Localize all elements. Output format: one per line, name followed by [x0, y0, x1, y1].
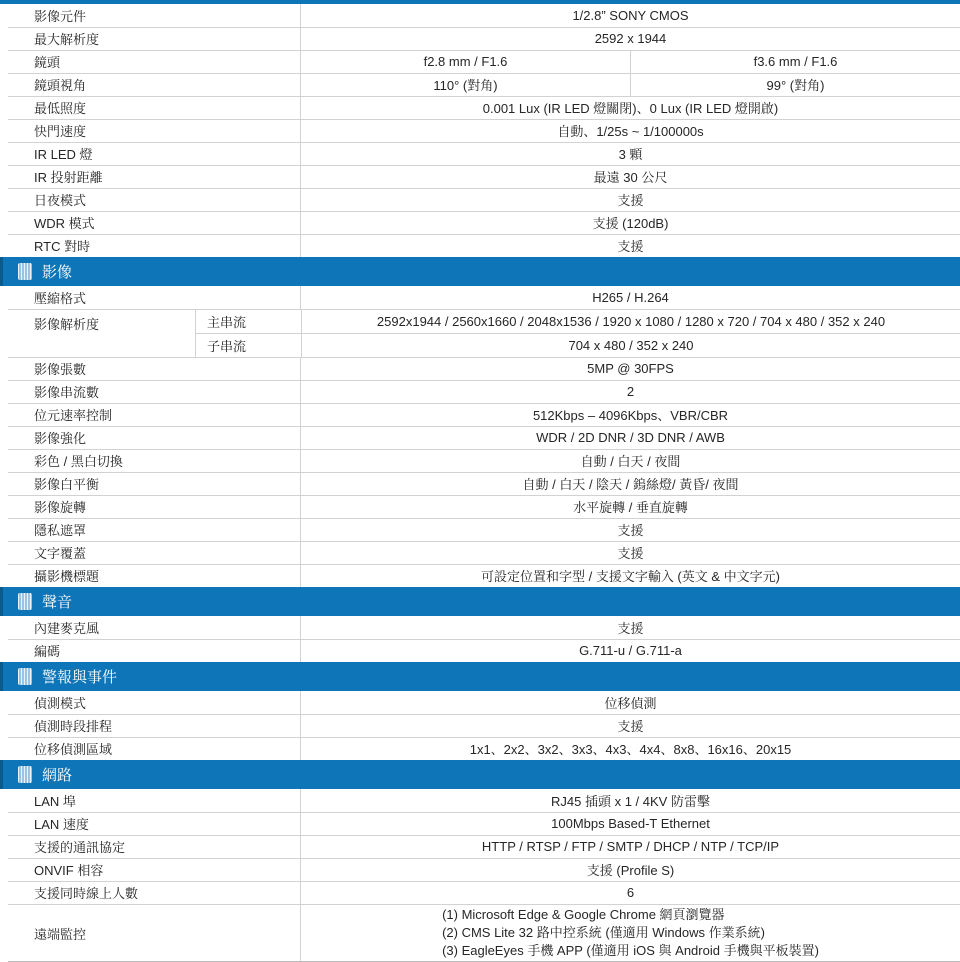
spec-value: 704 x 480 / 352 x 240: [301, 333, 960, 357]
spec-row: [0, 518, 960, 541]
spec-row: [0, 27, 960, 50]
spec-value-line: (1) Microsoft Edge & Google Chrome 網頁瀏覽器: [442, 907, 725, 922]
section-bullet-icon: [18, 766, 32, 783]
section-bullet-icon: [18, 593, 32, 610]
spec-label: 支援同時線上人數: [34, 886, 139, 901]
spec-label: LAN 速度: [34, 817, 89, 832]
spec-label: 影像旋轉: [34, 500, 87, 515]
spec-value: 1/2.8” SONY CMOS: [300, 4, 960, 27]
spec-value: WDR / 2D DNR / 3D DNR / AWB: [300, 426, 960, 449]
spec-value-pair: [300, 50, 960, 73]
spec-row: [0, 858, 960, 881]
spec-label: 位元速率控制: [34, 408, 113, 423]
spec-value: 2592x1944 / 2560x1660 / 2048x1536 / 1920 x 1080 / 1280 x 720 / 704 x 480 / 352 x 240: [301, 309, 960, 333]
spec-row: [0, 449, 960, 472]
spec-value-left: 110° (對角): [300, 73, 630, 96]
spec-row: [0, 4, 960, 27]
section-header: [0, 257, 960, 286]
spec-row: [0, 234, 960, 257]
spec-value: 5MP @ 30FPS: [300, 357, 960, 380]
spec-row: [0, 286, 960, 309]
spec-row: [0, 96, 960, 119]
spec-row: [0, 142, 960, 165]
spec-value: 自動、1/25s ~ 1/100000s: [300, 119, 960, 142]
spec-value: G.711-u / G.711-a: [300, 639, 960, 662]
section-header: [0, 587, 960, 616]
spec-label: 支援的通訊協定: [34, 840, 126, 855]
spec-label: 編碼: [34, 644, 61, 659]
spec-value: 100Mbps Based-T Ethernet: [300, 812, 960, 835]
spec-row: [0, 714, 960, 737]
spec-label: 影像強化: [34, 431, 87, 446]
spec-value: 支援 (120dB): [300, 211, 960, 234]
spec-row: [0, 211, 960, 234]
spec-value: 自動 / 白天 / 陰天 / 鎢絲燈/ 黃昏/ 夜間: [300, 472, 960, 495]
spec-label: IR 投射距離: [34, 170, 103, 185]
spec-value: 最遠 30 公尺: [300, 165, 960, 188]
spec-value: [300, 904, 960, 962]
stream-type-label: 子串流: [207, 338, 247, 354]
spec-row: [0, 564, 960, 587]
spec-row: [0, 835, 960, 858]
spec-label: 內建麥克風: [34, 621, 100, 636]
section-bullet-icon: [18, 668, 32, 685]
spec-label: LAN 埠: [34, 794, 76, 809]
spec-label: 影像白平衡: [34, 477, 100, 492]
spec-label: 影像張數: [34, 362, 87, 377]
spec-value-line: (3) EagleEyes 手機 APP (僅適用 iOS 與 Android 手機與平板裝置): [442, 943, 819, 958]
spec-value: 支援 (Profile S): [300, 858, 960, 881]
spec-value: 支援: [300, 234, 960, 257]
spec-row: [0, 737, 960, 760]
spec-value: 0.001 Lux (IR LED 燈關閉)、0 Lux (IR LED 燈開啟): [300, 96, 960, 119]
section-header: [0, 760, 960, 789]
spec-value-left: f2.8 mm / F1.6: [300, 50, 630, 73]
spec-value: 512Kbps – 4096Kbps、VBR/CBR: [300, 403, 960, 426]
spec-value: 位移偵測: [300, 691, 960, 714]
spec-label: 日夜模式: [34, 193, 87, 208]
spec-label: 攝影機標題: [34, 569, 100, 584]
spec-value: H265 / H.264: [300, 286, 960, 309]
section-bullet-icon: [18, 263, 32, 280]
spec-row: [0, 495, 960, 518]
stream-subrow: [196, 333, 960, 357]
spec-value: HTTP / RTSP / FTP / SMTP / DHCP / NTP / TCP/IP: [300, 835, 960, 858]
spec-value: 支援: [300, 714, 960, 737]
spec-label: 影像元件: [34, 9, 87, 24]
section-title: 警報與事件: [42, 669, 118, 686]
spec-row: [0, 881, 960, 904]
spec-label: WDR 模式: [34, 216, 95, 231]
spec-value: 2592 x 1944: [300, 27, 960, 50]
spec-row: [0, 426, 960, 449]
spec-row: [0, 616, 960, 639]
spec-row: [0, 541, 960, 564]
spec-label: 壓縮格式: [34, 291, 87, 306]
stream-subrow: [196, 309, 960, 333]
section-title: 網路: [42, 767, 73, 784]
spec-label: 最大解析度: [34, 32, 100, 47]
spec-value: 2: [300, 380, 960, 403]
spec-label: 快門速度: [34, 124, 87, 139]
section-title: 影像: [42, 264, 73, 281]
spec-value: 支援: [300, 188, 960, 211]
spec-value-right: f3.6 mm / F1.6: [630, 50, 960, 73]
spec-row: [0, 904, 960, 962]
spec-row: [0, 119, 960, 142]
spec-value-pair: [300, 73, 960, 96]
stream-type-label: 主串流: [207, 314, 247, 330]
spec-label: IR LED 燈: [34, 147, 93, 162]
spec-row: [0, 403, 960, 426]
spec-value: 水平旋轉 / 垂直旋轉: [300, 495, 960, 518]
spec-table: [0, 4, 960, 962]
spec-label: 鏡頭視角: [34, 78, 87, 93]
spec-label: 彩色 / 黑白切換: [34, 454, 123, 469]
spec-row: [0, 691, 960, 714]
spec-row: [0, 165, 960, 188]
spec-label: ONVIF 相容: [34, 863, 104, 878]
spec-label: RTC 對時: [34, 239, 91, 254]
section-title: 聲音: [42, 594, 73, 611]
spec-value-lines: [442, 906, 819, 960]
spec-label: 鏡頭: [34, 55, 61, 70]
spec-row: [0, 812, 960, 835]
spec-value: 可設定位置和字型 / 支援文字輸入 (英文 & 中文字元): [300, 564, 960, 587]
spec-value: 6: [300, 881, 960, 904]
spec-value-line: (2) CMS Lite 32 路中控系統 (僅適用 Windows 作業系統): [442, 925, 765, 940]
spec-value-right: 99° (對角): [630, 73, 960, 96]
spec-row: [0, 639, 960, 662]
spec-value: 1x1、2x2、3x2、3x3、4x3、4x4、8x8、16x16、20x15: [300, 737, 960, 760]
spec-row: [0, 789, 960, 812]
spec-label: 影像解析度: [34, 317, 100, 332]
spec-value: 3 顆: [300, 142, 960, 165]
spec-row: [0, 50, 960, 73]
spec-value: 支援: [300, 616, 960, 639]
stream-subrows: [195, 309, 960, 357]
spec-label: 隱私遮罩: [34, 523, 87, 538]
spec-label: 位移偵測區域: [34, 742, 113, 757]
spec-row: [0, 357, 960, 380]
spec-row: [0, 73, 960, 96]
spec-label: 最低照度: [34, 101, 87, 116]
spec-label: 遠端監控: [34, 926, 87, 942]
spec-row: [0, 380, 960, 403]
spec-value: 支援: [300, 541, 960, 564]
spec-label: 偵測時段排程: [34, 719, 113, 734]
section-header: [0, 662, 960, 691]
spec-value: RJ45 插頭 x 1 / 4KV 防雷擊: [300, 789, 960, 812]
spec-row: [0, 472, 960, 495]
spec-label: 偵測模式: [34, 696, 87, 711]
spec-value: 支援: [300, 518, 960, 541]
spec-value: 自動 / 白天 / 夜間: [300, 449, 960, 472]
spec-row: [0, 309, 960, 357]
spec-row: [0, 188, 960, 211]
spec-label: 影像串流數: [34, 385, 100, 400]
spec-label: 文字覆蓋: [34, 546, 87, 561]
